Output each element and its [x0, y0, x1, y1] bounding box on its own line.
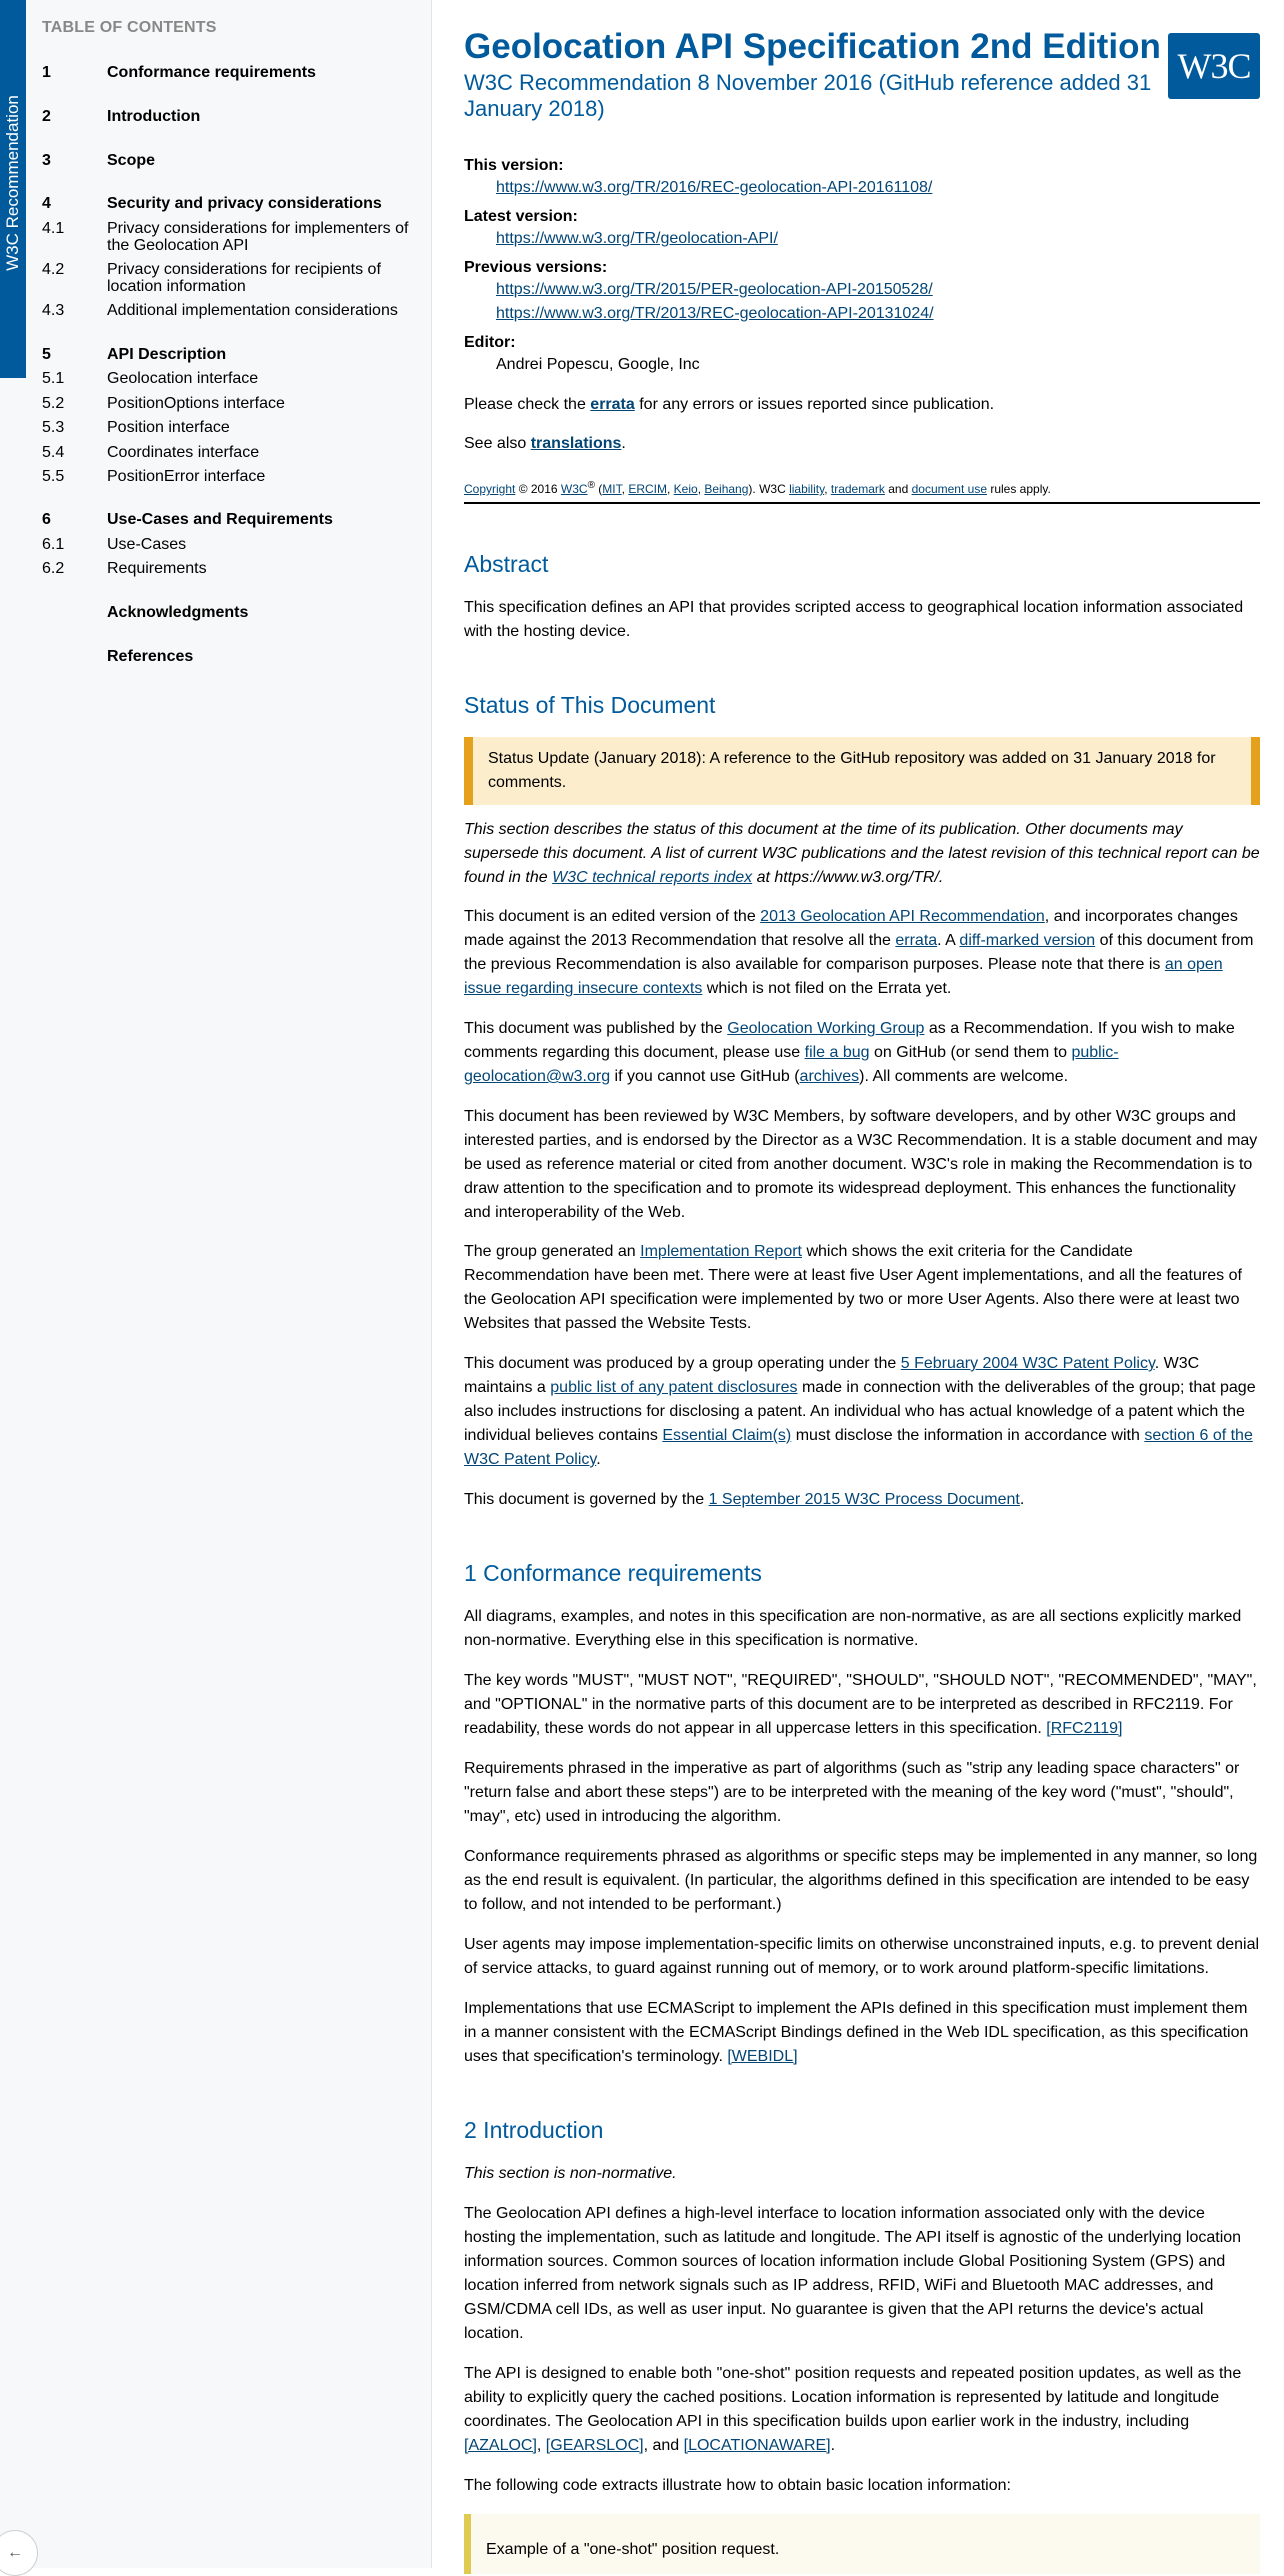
previous-version-link[interactable]: https://www.w3.org/TR/2013/REC-geolocation-API-20131024/	[496, 305, 934, 322]
text: .	[596, 1451, 601, 1468]
archives-link[interactable]: archives	[799, 1068, 860, 1085]
w3c-logo[interactable]: W3C	[1168, 33, 1260, 99]
text: at https://www.w3.org/TR/.	[752, 869, 944, 886]
status-paragraph	[464, 1240, 1260, 1336]
this-version-label: This version:	[464, 157, 564, 174]
latest-version-label: Latest version:	[464, 208, 578, 225]
errata-paragraph	[464, 393, 1260, 417]
toc-number: 6	[42, 511, 51, 528]
previous-version-link[interactable]: https://www.w3.org/TR/2015/PER-geolocation-API-20150528/	[496, 281, 933, 298]
example-box	[464, 2514, 1260, 2574]
liability-link[interactable]: liability	[789, 482, 825, 496]
page-subtitle: W3C Recommendation 8 November 2016 (GitHub reference added 31 January 2018)	[464, 70, 1152, 121]
copyright-link[interactable]: Copyright	[464, 482, 516, 496]
text: for any errors or issues reported since publication.	[634, 396, 995, 413]
ercim-link[interactable]: ERCIM	[628, 482, 667, 496]
file-bug-link[interactable]: file a bug	[804, 1044, 870, 1061]
rec-2013-link[interactable]: 2013 Geolocation API Recommendation	[760, 908, 1045, 925]
text: This document is an edited version of the	[464, 908, 761, 925]
editor-label: Editor:	[464, 334, 516, 351]
text: as a Recommendation. If you wish to make comments regarding this document, please use	[464, 1020, 1235, 1061]
text: . W3C maintains a	[464, 1355, 1200, 1396]
text: ,	[666, 482, 674, 496]
text: must disclose the information in accordance with	[791, 1427, 1145, 1444]
non-normative-note	[464, 2162, 1260, 2186]
text: which shows the exit criteria for the Candidate Recommendation have been met. There were at least five User Agent implementations, and all the features of the Geolocation API specification were implemented by two or more User Agents. Also there were at least two Websites that passed the Website Tests.	[464, 1243, 1242, 1332]
back-to-top-button[interactable]	[0, 2530, 38, 2576]
azaloc-link[interactable]: [AZALOC]	[464, 2437, 537, 2454]
text: (	[594, 482, 603, 496]
status-paragraph	[464, 905, 1260, 1001]
toc-number: 2	[42, 108, 51, 125]
introduction-paragraph: The Geolocation API defines a high-level interface to location information associated only with the device hosting the implementation, such as latitude and longitude. The API itself is agnostic of the underlying location information sources. Common sources of location information include Global Positioning System (GPS) and location inferred from network signals such as IP address, RFID, WiFi and Bluetooth MAC addresses, and GSM/CDMA cell IDs, as well as user input. No guarantee is given that the API returns the device's actual location.	[464, 2205, 1242, 2342]
toc-number: 5	[42, 346, 51, 363]
status-paragraph	[464, 1352, 1260, 1472]
text: which is not filed on the Errata yet.	[702, 980, 952, 997]
text: This document is governed by the	[464, 1491, 709, 1508]
text: This section is non-normative.	[464, 2165, 677, 2182]
text: This section describes the status of this document at the time of its publication. Other documents may supersede this document. A list of current W3C publications and the latest revision of this technical report can be found in the	[464, 821, 1260, 886]
text: ,	[824, 482, 831, 496]
toc-link[interactable]: References	[107, 648, 194, 665]
toc-number: 5.2	[42, 395, 65, 412]
toc-number: 6.2	[42, 560, 65, 577]
toc-link[interactable]: Acknowledgments	[107, 604, 249, 621]
toc-link[interactable]: Additional implementation considerations	[107, 302, 398, 319]
text: Please check the	[464, 396, 591, 413]
trademark-link[interactable]: trademark	[830, 482, 885, 496]
toc-number: 5.5	[42, 468, 65, 485]
toc-number: 4	[42, 195, 51, 212]
text: rules apply.	[987, 482, 1051, 496]
translations-paragraph	[464, 432, 1260, 456]
patent-policy-link[interactable]: 5 February 2004 W3C Patent Policy	[900, 1355, 1155, 1372]
text: ). All comments are welcome.	[859, 1068, 1069, 1085]
latest-version-link[interactable]: https://www.w3.org/TR/geolocation-API/	[496, 230, 778, 247]
page-title: Geolocation API Specification 2nd Edition	[464, 27, 1161, 66]
divider	[464, 502, 1260, 504]
text: .	[621, 435, 626, 452]
text: The group generated an	[464, 1243, 641, 1260]
toc-link[interactable]: Scope	[107, 152, 156, 169]
status-update-note: Status Update (January 2018): A reference to the GitHub repository was added on 31 January 2018 for comments.	[464, 737, 1260, 805]
toc-number: 5.3	[42, 419, 65, 436]
patent-section-link[interactable]: section 6 of the W3C Patent Policy	[464, 1427, 1253, 1468]
toc-link[interactable]: PositionError interface	[107, 468, 266, 485]
toc-link[interactable]: API Description	[107, 346, 227, 363]
text: ,	[536, 2437, 546, 2454]
toc-link[interactable]: Use-Cases and Requirements	[107, 511, 333, 528]
working-group-link[interactable]: Geolocation Working Group	[727, 1020, 925, 1037]
toc-number: 3	[42, 152, 51, 169]
text: . A	[937, 932, 960, 949]
essential-claims-link[interactable]: Essential Claim(s)	[662, 1427, 792, 1444]
errata-link[interactable]: errata	[590, 396, 635, 413]
copyright-line	[464, 474, 1260, 501]
toc-number: 6.1	[42, 536, 65, 553]
rfc2119-link[interactable]: [RFC2119]	[1046, 1720, 1123, 1737]
text: The key words "MUST", "MUST NOT", "REQUIRED", "SHOULD", "SHOULD NOT", "RECOMMENDED", "MAY", and "OPTIONAL" in the normative parts of this document are to be interpreted as described in RFC2119. For readability, these words do not appear in all uppercase letters in this specification.	[464, 1672, 1257, 1737]
toc-heading: TABLE OF CONTENTS	[42, 19, 217, 36]
conformance-paragraph: Conformance requirements phrased as algorithms or specific steps may be implemented in any manner, so long as the end result is equivalent. (In particular, the algorithms defined in this specification are intended to be easy to follow, and not intended to be performant.)	[464, 1848, 1258, 1913]
status-heading: Status of This Document	[464, 692, 716, 718]
toc-link[interactable]: PositionOptions interface	[107, 395, 285, 412]
status-ribbon[interactable]	[0, 0, 26, 378]
toc-link[interactable]: Introduction	[107, 108, 201, 125]
introduction-paragraph: The following code extracts illustrate how to obtain basic location information:	[464, 2477, 1011, 2494]
text: This document was produced by a group operating under the	[464, 1355, 901, 1372]
tr-index-link[interactable]: W3C technical reports index	[552, 869, 753, 886]
toc-link[interactable]: Coordinates interface	[107, 444, 260, 461]
toc-link[interactable]: Requirements	[107, 560, 207, 577]
text: of this document from the previous Recommendation is also available for comparison purposes. Please note that there is	[464, 932, 1254, 973]
toc-number: 4.2	[42, 261, 65, 278]
w3c-link[interactable]: W3C	[560, 482, 588, 496]
text: This document was published by the	[464, 1020, 728, 1037]
status-paragraph: This document has been reviewed by W3C Members, by software developers, and by other W3C groups and interested parties, and is endorsed by the Director as a W3C Recommendation. It is a stable document and may be used as reference material or cited from another document. W3C's role in making the Recommendation is to draw attention to the specification and to promote its widespread deployment. This enhances the functionality and interoperability of the Web.	[464, 1108, 1258, 1221]
text: See also	[464, 435, 531, 452]
previous-versions-label: Previous versions:	[464, 259, 608, 276]
toc-number: 4.3	[42, 302, 65, 319]
text: and	[884, 482, 912, 496]
arrow-left-icon: ←	[7, 2544, 23, 2561]
text: on GitHub (or send them to	[869, 1044, 1072, 1061]
errata-link[interactable]: errata	[895, 932, 938, 949]
status-intro-paragraph	[464, 818, 1260, 890]
registered-mark: ®	[587, 480, 595, 491]
abstract-heading: Abstract	[464, 551, 549, 577]
text: if you cannot use GitHub (	[610, 1068, 800, 1085]
this-version-link[interactable]: https://www.w3.org/TR/2016/REC-geolocation-API-20161108/	[496, 179, 933, 196]
document-use-link[interactable]: document use	[911, 482, 987, 496]
abstract-text: This specification defines an API that provides scripted access to geographical location information associated with the hosting device.	[464, 599, 1244, 640]
toc-link[interactable]: Position interface	[107, 419, 230, 436]
toc-link[interactable]: Use-Cases	[107, 536, 187, 553]
translations-link[interactable]: translations	[530, 435, 622, 452]
toc-number: 1	[42, 64, 51, 81]
toc-link[interactable]: Geolocation interface	[107, 370, 259, 387]
text: ,	[697, 482, 705, 496]
conformance-heading: 1 Conformance requirements	[464, 1560, 762, 1586]
text: The API is designed to enable both "one-shot" position requests and repeated position updates, as well as the ability to explicitly query the cached positions. Location information is represented by latitude and longitude coordinates. The Geolocation API in this specification builds upon earlier work in the industry, including	[464, 2365, 1242, 2430]
status-paragraph	[464, 1488, 1260, 1512]
mailing-list-link[interactable]: public-geolocation@w3.org	[464, 1044, 1119, 1085]
patent-disclosures-link[interactable]: public list of any patent disclosures	[550, 1379, 798, 1396]
toc-number: 4.1	[42, 220, 65, 237]
locationaware-link[interactable]: [LOCATIONAWARE]	[683, 2437, 831, 2454]
text: © 2016	[515, 482, 561, 496]
editor-name: Andrei Popescu, Google, Inc	[496, 356, 700, 373]
keio-link[interactable]: Keio	[673, 482, 698, 496]
text: made in connection with the deliverables of the group; that page also includes instructions for disclosing a patent. An individual who has actual knowledge of a patent which the individual believes contains	[464, 1379, 1256, 1444]
mit-link[interactable]: MIT	[602, 482, 622, 496]
text: Implementations that use ECMAScript to implement the APIs defined in this specification must implement them in a manner consistent with the ECMAScript Bindings defined in the Web IDL specification, as this specification uses that specification's terminology.	[464, 2000, 1249, 2065]
toc-link[interactable]: Conformance requirements	[107, 64, 316, 81]
conformance-paragraph: All diagrams, examples, and notes in this specification are non-normative, as are all sections explicitly marked non-normative. Everything else in this specification is normative.	[464, 1608, 1242, 1649]
status-ribbon-label: W3C Recommendation	[3, 95, 22, 271]
beihang-link[interactable]: Beihang	[704, 482, 749, 496]
text: , and	[643, 2437, 684, 2454]
conformance-paragraph	[464, 1997, 1260, 2069]
example-label: Example of a "one-shot" position request.	[486, 2541, 780, 2558]
text: .	[1019, 1491, 1025, 1508]
process-document-link[interactable]: 1 September 2015 W3C Process Document	[708, 1491, 1020, 1508]
toc-number: 5.4	[42, 444, 65, 461]
text: .	[830, 2437, 836, 2454]
conformance-paragraph: User agents may impose implementation-specific limits on otherwise unconstrained inputs, e.g. to prevent denial of service attacks, to guard against running out of memory, or to work around platform-specific limitations.	[464, 1936, 1260, 1977]
toc-link[interactable]: Privacy considerations for implementers of the Geolocation API	[107, 220, 409, 254]
introduction-heading: 2 Introduction	[464, 2117, 604, 2143]
webidl-link[interactable]: [WEBIDL]	[727, 2048, 798, 2065]
text: , and incorporates changes made against the 2013 Recommendation that resolve all the	[464, 908, 1238, 949]
diff-marked-link[interactable]: diff-marked version	[959, 932, 1096, 949]
implementation-report-link[interactable]: Implementation Report	[640, 1243, 802, 1260]
status-paragraph	[464, 1017, 1260, 1089]
toc-number: 5.1	[42, 370, 65, 387]
sidebar	[0, 0, 432, 2568]
text: ). W3C	[748, 482, 790, 496]
toc-link[interactable]: Security and privacy considerations	[107, 195, 382, 212]
gearsloc-link[interactable]: [GEARSLOC]	[545, 2437, 644, 2454]
text: ,	[621, 482, 629, 496]
introduction-paragraph	[464, 2362, 1260, 2458]
conformance-paragraph	[464, 1669, 1260, 1741]
toc-link[interactable]: Privacy considerations for recipients of location information	[107, 261, 381, 295]
open-issue-link[interactable]: an open issue regarding insecure contexts	[464, 956, 1223, 997]
conformance-paragraph: Requirements phrased in the imperative as part of algorithms (such as "strip any leading space characters" or "return false and abort these steps") are to be interpreted with the meaning of the key word ("must", "should", "may", etc) used in introducing the algorithm.	[464, 1760, 1240, 1825]
